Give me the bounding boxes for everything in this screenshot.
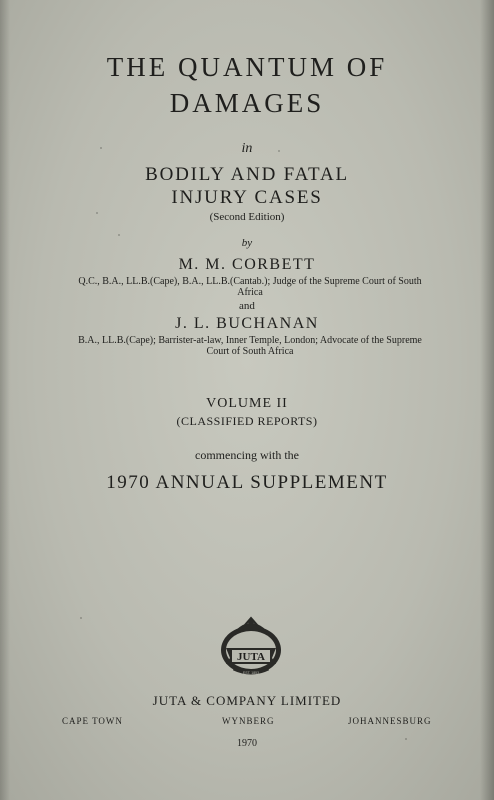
author-2-name: J. L. BUCHANAN [175, 315, 319, 332]
publisher-name: JUTA & COMPANY LIMITED [152, 693, 342, 708]
by-word: by [241, 237, 253, 249]
paper-speck [80, 617, 82, 619]
and-word: and [239, 300, 255, 312]
in-word: in [241, 141, 253, 156]
volume-label: VOLUME II [206, 396, 288, 411]
supplement-title: 1970 ANNUAL SUPPLEMENT [106, 472, 388, 493]
volume-description: (CLASSIFIED REPORTS) [176, 414, 318, 428]
book-title-line-2: DAMAGES [169, 88, 325, 118]
book-title-line-1: THE QUANTUM OF [106, 52, 388, 82]
subtitle-line-1: BODILY AND FATAL [145, 164, 349, 185]
author-2-credentials: B.A., LL.B.(Cape); Barrister-at-law, Inner Temple, London; Advocate of the Supreme Court of South Africa [78, 335, 422, 357]
edition-label: (Second Edition) [209, 211, 285, 223]
author-1-name: M. M. CORBETT [178, 256, 316, 273]
author-1-credentials: Q.C., B.A., LL.B.(Cape), B.A., LL.B.(Cantab.); Judge of the Supreme Court of South Africa [78, 276, 422, 298]
publication-year: 1970 [237, 738, 257, 749]
publisher-city: WYNBERG [222, 716, 275, 726]
paper-speck [118, 234, 120, 236]
logo-established: EST. 1853 [242, 671, 260, 675]
commencing-text: commencing with the [195, 448, 299, 462]
subtitle-line-2: INJURY CASES [171, 187, 323, 208]
publisher-city: JOHANNESBURG [348, 716, 432, 726]
publisher-city: CAPE TOWN [62, 716, 123, 726]
logo-text: JUTA [237, 651, 265, 663]
juta-emblem-icon [216, 614, 286, 678]
